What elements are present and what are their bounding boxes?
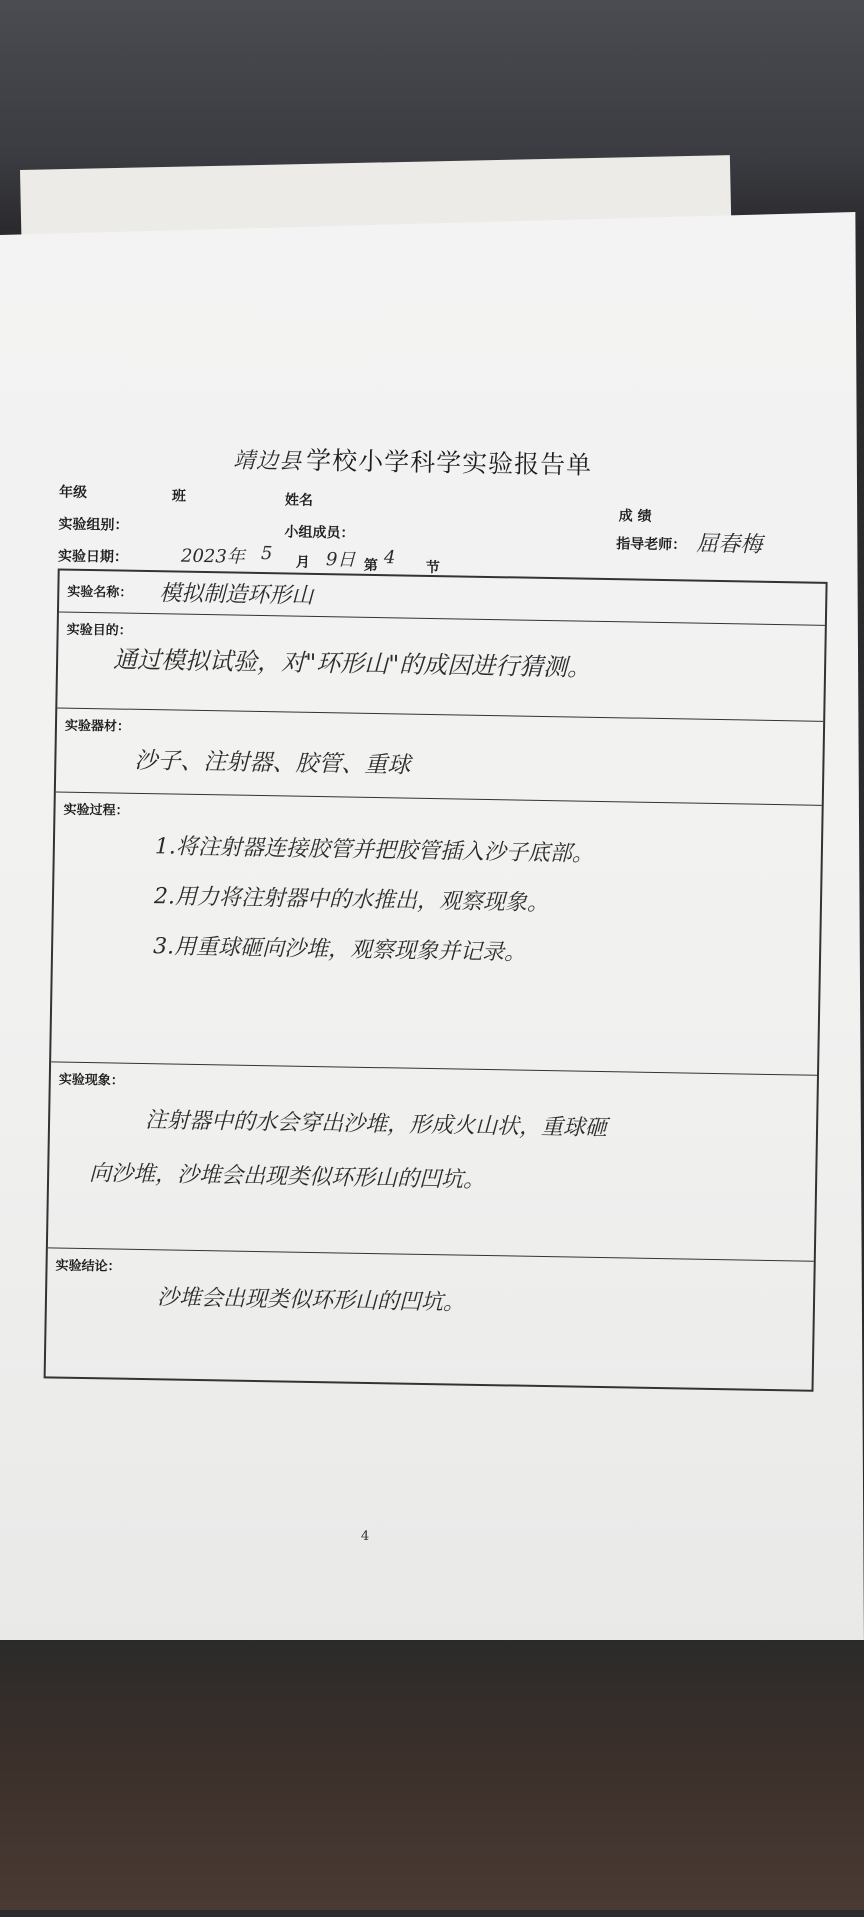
page-number: 4 <box>360 1528 370 1545</box>
experiment-process-steps <box>153 822 595 980</box>
experiment-conclusion-label: 实验结论： <box>55 1258 121 1275</box>
grade-label: 年级 <box>58 484 88 501</box>
experiment-process-row <box>51 792 822 1075</box>
date-day: 9日 <box>325 549 356 571</box>
experiment-materials-label: 实验器材： <box>64 718 131 735</box>
date-period-unit: 节 <box>425 559 440 577</box>
experiment-name-value: 模拟制造环形山 <box>159 581 314 609</box>
score-label: 成 绩 <box>618 508 652 525</box>
name-label: 姓名 <box>284 492 314 509</box>
phenomenon-line: 向沙堆，沙堆会出现类似环形山的凹坑。 <box>88 1161 486 1194</box>
group-label: 实验组别： <box>58 516 129 534</box>
class-label: 班 <box>171 488 187 505</box>
date-year: 2023年 <box>180 545 245 568</box>
experiment-name-label: 实验名称： <box>67 584 133 601</box>
experiment-materials-value: 沙子、注射器、胶管、重球 <box>134 747 411 779</box>
process-step: 1.将注射器连接胶管并把胶管插入沙子底部。 <box>154 834 595 867</box>
date-month-unit: 月 <box>295 554 311 571</box>
form-title-printed: 学校小学科学实验报告单 <box>305 445 593 480</box>
experiment-purpose-row <box>57 612 825 721</box>
teacher-label: 指导老师： <box>616 536 687 554</box>
members-label: 小组成员： <box>284 524 355 542</box>
phenomenon-line: 注射器中的水会穿出沙堆，形成火山状，重球砸 <box>144 1108 608 1142</box>
experiment-phenomenon-text <box>89 1093 608 1210</box>
report-table <box>44 568 828 1391</box>
date-period: 4 <box>383 547 396 569</box>
teacher-signature: 屈春梅 <box>696 531 763 558</box>
form-title <box>197 439 628 482</box>
experiment-phenomenon-label: 实验现象： <box>58 1072 124 1089</box>
experiment-process-label: 实验过程： <box>63 802 129 819</box>
date-month: 5 <box>260 542 273 565</box>
experiment-conclusion-row <box>46 1248 814 1389</box>
experiment-conclusion-value: 沙堆会出现类似环形山的凹坑。 <box>156 1285 466 1316</box>
process-step: 2.用力将注射器中的水推出，观察现象。 <box>153 884 550 917</box>
date-label: 实验日期： <box>57 548 129 566</box>
school-name-handwritten: 靖边县 <box>232 448 303 475</box>
experiment-materials-row <box>56 708 823 805</box>
process-step: 3.用重球砸向沙堆，观察现象并记录。 <box>152 934 527 966</box>
experiment-phenomenon-row <box>48 1062 817 1261</box>
date-period-prefix: 第 <box>363 557 378 575</box>
experiment-purpose-value: 通过模拟试验，对"环形山"的成因进行猜测。 <box>112 645 592 682</box>
experiment-purpose-label: 实验目的： <box>66 622 132 639</box>
